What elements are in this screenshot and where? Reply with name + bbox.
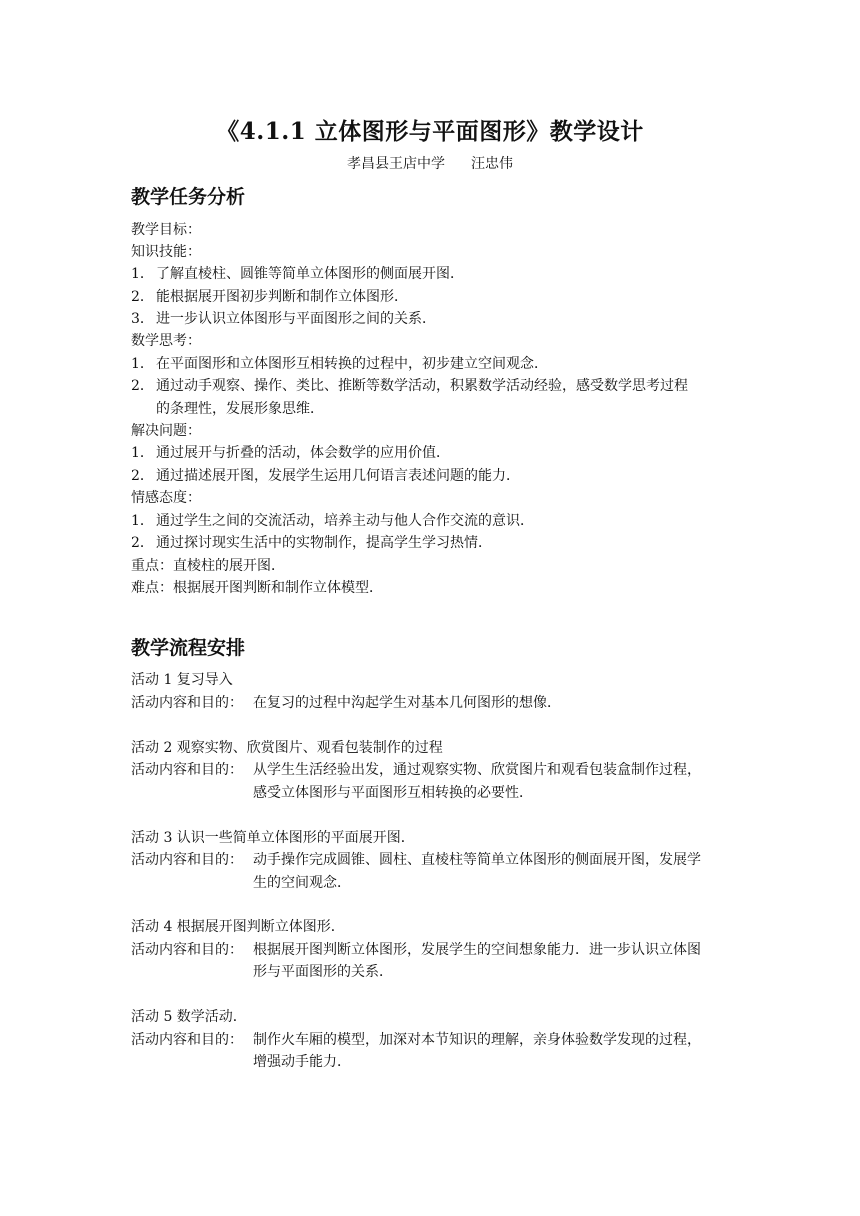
activity-title: 活动 4 根据展开图判断立体图形．	[131, 919, 345, 935]
item-text: 了解直棱柱、圆锥等简单立体图形的侧面展开图．	[156, 266, 464, 282]
author-line	[0, 153, 860, 173]
section-heading-teaching-flow: 教学流程安排	[131, 637, 246, 659]
author-school: 孝昌县王店中学	[347, 156, 445, 172]
item-number: 2．	[131, 535, 154, 551]
item-text: 在平面图形和立体图形互相转换的过程中，初步建立空间观念．	[156, 356, 548, 372]
activity-title: 活动 1 复习导入	[131, 672, 233, 688]
section-heading-task-analysis: 教学任务分析	[131, 186, 246, 208]
activity-content-label: 活动内容和目的：	[131, 762, 243, 778]
activity-content: 从学生生活经验出发，通过观察实物、欣赏图片和观看包装盒制作过程，	[253, 762, 701, 778]
list-item	[131, 465, 520, 487]
activity-content: 在复习的过程中沟起学生对基本几何图形的想像．	[253, 695, 561, 711]
item-number: 2．	[131, 468, 154, 484]
list-item	[131, 532, 492, 554]
activity-title: 活动 2 观察实物、欣赏图片、观看包装制作的过程	[131, 740, 443, 756]
item-number: 2．	[131, 378, 154, 394]
problem-label: 解决问题：	[131, 423, 201, 439]
activity-content: 动手操作完成圆锥、圆柱、直棱柱等简单立体图形的侧面展开图，发展学	[253, 852, 701, 868]
list-item	[131, 263, 464, 285]
difficulty-point: 难点：根据展开图判断和制作立体模型．	[131, 580, 383, 596]
list-item	[131, 353, 548, 375]
item-number: 1．	[131, 356, 154, 372]
item-number: 1．	[131, 266, 154, 282]
author-name: 汪忠伟	[471, 156, 513, 172]
item-number: 1．	[131, 445, 154, 461]
item-number: 3．	[131, 311, 154, 327]
key-point: 重点：直棱柱的展开图．	[131, 558, 285, 574]
list-item	[131, 308, 436, 330]
item-number: 1．	[131, 513, 154, 529]
item-text: 能根据展开图初步判断和制作立体图形．	[156, 289, 408, 305]
activity-content-continued: 增强动手能力．	[253, 1054, 351, 1070]
activity-content-continued: 形与平面图形的关系．	[253, 964, 393, 980]
activity-content: 制作火车厢的模型，加深对本节知识的理解，亲身体验数学发现的过程，	[253, 1032, 701, 1048]
activity-content-label: 活动内容和目的：	[131, 852, 243, 868]
activity-title: 活动 5 数学活动．	[131, 1009, 247, 1025]
item-text: 通过描述展开图，发展学生运用几何语言表述问题的能力．	[156, 468, 520, 484]
item-text: 通过动手观察、操作、类比、推断等数学活动，积累数学活动经验，感受数学思考过程	[156, 378, 688, 394]
activity-content-continued: 感受立体图形与平面图形互相转换的必要性．	[253, 785, 533, 801]
item-number: 2．	[131, 289, 154, 305]
activity-content-continued: 生的空间观念．	[253, 875, 351, 891]
list-item	[131, 510, 534, 532]
activity-content-label: 活动内容和目的：	[131, 695, 243, 711]
attitude-label: 情感态度：	[131, 490, 201, 506]
activity-content-label: 活动内容和目的：	[131, 942, 243, 958]
activity-content: 根据展开图判断立体图形，发展学生的空间想象能力．进一步认识立体图	[253, 942, 701, 958]
knowledge-label: 知识技能：	[131, 244, 201, 260]
item-text: 通过展开与折叠的活动，体会数学的应用价值．	[156, 445, 450, 461]
list-item	[131, 286, 408, 308]
document-title: 《4.1.1 立体图形与平面图形》教学设计	[216, 118, 644, 145]
activity-title: 活动 3 认识一些简单立体图形的平面展开图．	[131, 830, 415, 846]
item-text: 进一步认识立体图形与平面图形之间的关系．	[156, 311, 436, 327]
list-item	[131, 375, 688, 397]
item-text: 通过探讨现实生活中的实物制作，提高学生学习热情．	[156, 535, 492, 551]
item-text-continued: 的条理性，发展形象思维．	[156, 401, 324, 417]
list-item	[131, 442, 450, 464]
activity-content-label: 活动内容和目的：	[131, 1032, 243, 1048]
goal-label: 教学目标：	[131, 222, 201, 238]
thinking-label: 数学思考：	[131, 333, 201, 349]
item-text: 通过学生之间的交流活动，培养主动与他人合作交流的意识．	[156, 513, 534, 529]
